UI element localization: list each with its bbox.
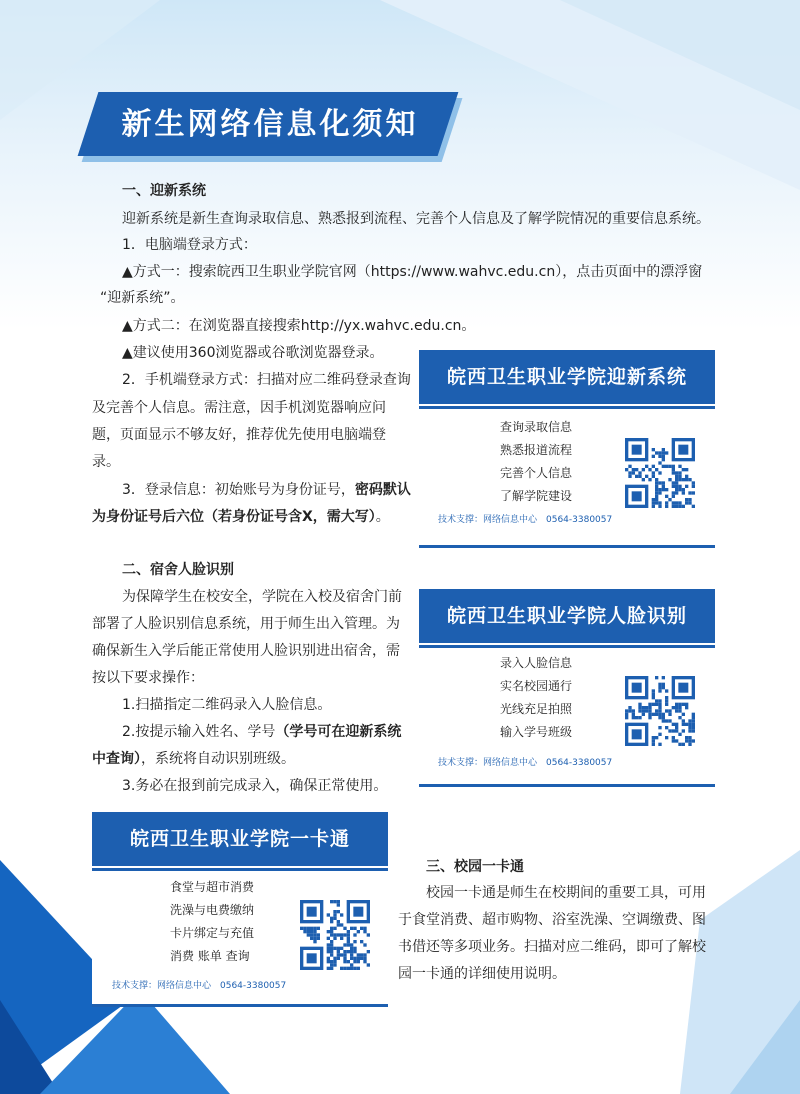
divider bbox=[419, 545, 715, 548]
section2-heading: 二、宿舍人脸识别 bbox=[122, 562, 234, 578]
section1-intro: 迎新系统是新生查询录取信息、熟悉报到流程、完善个人信息及了解学院情况的重要信息系统。 bbox=[122, 211, 710, 227]
list-item: 熟悉报道流程 bbox=[500, 443, 573, 457]
welcome-card-support: 技术支撑：网络信息中心 0564-3380057 bbox=[438, 515, 613, 525]
face-step1: 1.扫描指定二维码录入人脸信息。 bbox=[122, 697, 332, 713]
face-step2-line2: 中查询），系统将自动识别班级。 bbox=[92, 751, 295, 767]
divider bbox=[92, 1004, 388, 1007]
onecard-card-items bbox=[170, 876, 254, 968]
method2: ▲方式二：在浏览器直接搜索http://yx.wahvc.edu.cn。 bbox=[122, 318, 476, 334]
onecard-line1: 校园一卡通是师生在校期间的重要工具，可用 bbox=[426, 885, 706, 901]
mobile-line1: 2．手机端登录方式：扫描对应二维码登录查询 bbox=[122, 372, 411, 388]
page-title: 新生网络信息化须知 bbox=[121, 107, 419, 142]
list-item: 光线充足拍照 bbox=[500, 702, 573, 716]
face-step3: 3.务必在报到前完成录入，确保正常使用。 bbox=[122, 778, 388, 794]
onecard-line2: 于食堂消费、超市购物、浴室洗澡、空调缴费、图 bbox=[398, 912, 706, 928]
pc-login-title: 1．电脑端登录方式： bbox=[122, 237, 257, 253]
list-item: 录入人脸信息 bbox=[500, 656, 573, 670]
login-info-line1: 3．登录信息：初始账号为身份证号，密码默认 bbox=[122, 482, 411, 498]
list-item: 食堂与超市消费 bbox=[170, 880, 255, 894]
face-card-support: 技术支撑：网络信息中心 0564-3380057 bbox=[438, 758, 613, 768]
list-item: 查询录取信息 bbox=[500, 420, 573, 434]
onecard-line3: 书借还等多项业务。扫描对应二维码，即可了解校 bbox=[398, 939, 706, 955]
divider bbox=[92, 868, 388, 871]
divider bbox=[419, 406, 715, 409]
qr-code-icon bbox=[625, 438, 695, 508]
list-item: 卡片绑定与充值 bbox=[170, 926, 255, 940]
face-step2-line1: 2.按提示输入姓名、学号（学号可在迎新系统 bbox=[122, 724, 402, 740]
welcome-card-items bbox=[500, 416, 572, 508]
onecard-card-support: 技术支撑：网络信息中心 0564-3380057 bbox=[112, 981, 287, 991]
section1-heading: 一、迎新系统 bbox=[122, 183, 206, 199]
mobile-line4: 录。 bbox=[92, 454, 120, 470]
list-item: 洗澡与电费缴纳 bbox=[170, 903, 255, 917]
list-item: 消费 账单 查询 bbox=[170, 949, 250, 963]
browser-tip: ▲建议使用360浏览器或谷歌浏览器登录。 bbox=[122, 345, 384, 361]
list-item: 了解学院建设 bbox=[500, 489, 573, 503]
section3-heading: 三、校园一卡通 bbox=[426, 859, 524, 875]
list-item: 输入学号班级 bbox=[500, 725, 573, 739]
list-item: 实名校园通行 bbox=[500, 679, 573, 693]
divider bbox=[419, 645, 715, 648]
method1-line2: “迎新系统”。 bbox=[100, 290, 185, 306]
divider bbox=[419, 784, 715, 787]
face-para-line4: 按以下要求操作： bbox=[92, 670, 204, 686]
qr-code-icon bbox=[300, 900, 370, 970]
qr-code-icon bbox=[625, 676, 695, 746]
list-item: 完善个人信息 bbox=[500, 466, 573, 480]
face-card-title: 皖西卫生职业学院人脸识别 bbox=[419, 589, 715, 643]
welcome-card-title: 皖西卫生职业学院迎新系统 bbox=[419, 350, 715, 404]
method1-line1: ▲方式一：搜索皖西卫生职业学院官网（https://www.wahvc.edu.cn），点击页面中的漂浮窗 bbox=[122, 264, 703, 280]
face-para-line1: 为保障学生在校安全，学院在入校及宿舍门前 bbox=[122, 589, 402, 605]
mobile-line3: 题，页面显示不够友好，推荐优先使用电脑端登 bbox=[92, 427, 386, 443]
login-info-line2: 为身份证号后六位（若身份证号含X，需大写）。 bbox=[92, 509, 390, 525]
face-card-items bbox=[500, 652, 572, 744]
onecard-card-title: 皖西卫生职业学院一卡通 bbox=[92, 812, 388, 866]
face-para-line2: 部署了人脸识别信息系统，用于师生出入管理。为 bbox=[92, 616, 400, 632]
face-para-line3: 确保新生入学后能正常使用人脸识别进出宿舍，需 bbox=[92, 643, 400, 659]
mobile-line2: 及完善个人信息。需注意，因手机浏览器响应问 bbox=[92, 400, 386, 416]
onecard-line4: 园一卡通的详细使用说明。 bbox=[398, 966, 566, 982]
